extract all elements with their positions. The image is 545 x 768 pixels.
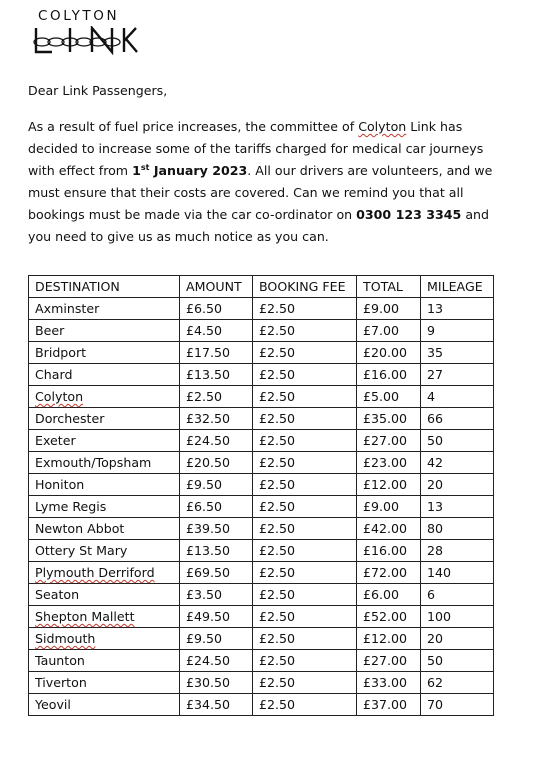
cell-destination: Yeovil [29,694,180,716]
cell-amount: £13.50 [180,540,253,562]
cell-mileage: 13 [421,298,494,320]
cell-booking-fee: £2.50 [253,452,357,474]
header-destination: DESTINATION [29,276,180,298]
table-row [29,518,494,540]
destination-text: Plymouth Derriford [35,565,155,580]
cell-mileage: 20 [421,628,494,650]
cell-total: £9.00 [357,496,421,518]
cell-total: £42.00 [357,518,421,540]
cell-amount: £6.50 [180,298,253,320]
logo-link-mark [30,26,138,58]
cell-amount: £13.50 [180,364,253,386]
cell-booking-fee: £2.50 [253,430,357,452]
cell-destination: Chard [29,364,180,386]
tariff-table [28,275,494,716]
table-row [29,584,494,606]
cell-destination: Ottery St Mary [29,540,180,562]
table-row [29,628,494,650]
cell-amount: £30.50 [180,672,253,694]
cell-total: £23.00 [357,452,421,474]
table-body [29,298,494,716]
cell-mileage: 9 [421,320,494,342]
body-text-2: Link has decided to increase some of the tariffs charged for medical car journeys with effect from [28,119,484,178]
cell-destination: Bridport [29,342,180,364]
cell-destination [29,606,180,628]
letter-greeting: Dear Link Passengers, [28,83,168,98]
cell-total: £20.00 [357,342,421,364]
table-row [29,452,494,474]
cell-amount: £17.50 [180,342,253,364]
table-row [29,562,494,584]
cell-destination: Exmouth/Topsham [29,452,180,474]
table-row [29,430,494,452]
cell-mileage: 42 [421,452,494,474]
cell-booking-fee: £2.50 [253,298,357,320]
cell-booking-fee: £2.50 [253,606,357,628]
cell-total: £16.00 [357,540,421,562]
cell-mileage: 27 [421,364,494,386]
cell-mileage: 4 [421,386,494,408]
cell-booking-fee: £2.50 [253,364,357,386]
cell-total: £35.00 [357,408,421,430]
cell-total: £16.00 [357,364,421,386]
body-text-3: . All our drivers are volunteers, and we must ensure that their costs are covered. Can we remind you that all bookings must be made via the car co-ordinator on [28,163,493,222]
coordinator-phone: 0300 123 3345 [356,207,462,222]
cell-amount: £6.50 [180,496,253,518]
cell-booking-fee: £2.50 [253,386,357,408]
cell-destination [29,386,180,408]
cell-amount: £24.50 [180,430,253,452]
header-mileage: MILEAGE [421,276,494,298]
cell-total: £37.00 [357,694,421,716]
cell-booking-fee: £2.50 [253,518,357,540]
cell-mileage: 50 [421,650,494,672]
cell-booking-fee: £2.50 [253,342,357,364]
table-row [29,408,494,430]
header-amount: AMOUNT [180,276,253,298]
table-row [29,386,494,408]
cell-destination: Newton Abbot [29,518,180,540]
cell-destination: Tiverton [29,672,180,694]
cell-total: £27.00 [357,650,421,672]
cell-amount: £9.50 [180,474,253,496]
cell-amount: £20.50 [180,452,253,474]
cell-amount: £39.50 [180,518,253,540]
cell-booking-fee: £2.50 [253,672,357,694]
cell-booking-fee: £2.50 [253,650,357,672]
table-row [29,606,494,628]
cell-amount: £34.50 [180,694,253,716]
cell-booking-fee: £2.50 [253,584,357,606]
cell-mileage: 70 [421,694,494,716]
cell-total: £33.00 [357,672,421,694]
cell-booking-fee: £2.50 [253,408,357,430]
cell-destination: Taunton [29,650,180,672]
cell-amount: £49.50 [180,606,253,628]
cell-booking-fee: £2.50 [253,628,357,650]
cell-mileage: 66 [421,408,494,430]
destination-text: Shepton Mallett [35,609,135,624]
cell-mileage: 80 [421,518,494,540]
cell-mileage: 6 [421,584,494,606]
table-header-row [29,276,494,298]
cell-mileage: 20 [421,474,494,496]
cell-amount: £4.50 [180,320,253,342]
cell-total: £9.00 [357,298,421,320]
table-row [29,342,494,364]
cell-destination [29,562,180,584]
cell-destination: Axminster [29,298,180,320]
cell-booking-fee: £2.50 [253,474,357,496]
table-row [29,298,494,320]
table-row [29,650,494,672]
cell-destination: Seaton [29,584,180,606]
cell-amount: £3.50 [180,584,253,606]
cell-mileage: 100 [421,606,494,628]
destination-text: Colyton [35,389,84,404]
letter-body [28,116,508,248]
cell-amount: £9.50 [180,628,253,650]
logo-top-text: COLYTON [38,8,120,24]
cell-total: £52.00 [357,606,421,628]
cell-mileage: 13 [421,496,494,518]
cell-total: £6.00 [357,584,421,606]
cell-amount: £69.50 [180,562,253,584]
table-row [29,496,494,518]
body-text-1: As a result of fuel price increases, the committee of [28,119,359,134]
body-org-name: Colyton [358,119,407,134]
cell-destination: Beer [29,320,180,342]
cell-destination [29,628,180,650]
cell-total: £12.00 [357,474,421,496]
cell-destination: Dorchester [29,408,180,430]
cell-booking-fee: £2.50 [253,562,357,584]
cell-total: £12.00 [357,628,421,650]
table-row [29,364,494,386]
cell-mileage: 62 [421,672,494,694]
cell-amount: £2.50 [180,386,253,408]
cell-mileage: 50 [421,430,494,452]
effective-date: 1st January 2023 [132,162,248,178]
table-row [29,540,494,562]
cell-booking-fee: £2.50 [253,540,357,562]
header-booking-fee: BOOKING FEE [253,276,357,298]
cell-amount: £32.50 [180,408,253,430]
table-row [29,694,494,716]
cell-mileage: 28 [421,540,494,562]
cell-booking-fee: £2.50 [253,320,357,342]
table-row [29,474,494,496]
cell-mileage: 140 [421,562,494,584]
cell-total: £72.00 [357,562,421,584]
cell-total: £7.00 [357,320,421,342]
cell-booking-fee: £2.50 [253,694,357,716]
cell-total: £5.00 [357,386,421,408]
cell-destination: Honiton [29,474,180,496]
cell-destination: Exeter [29,430,180,452]
table-row [29,672,494,694]
body-text-4: and you need to give us as much notice as you can. [28,207,490,244]
table-row [29,320,494,342]
colyton-link-logo [28,8,138,60]
cell-amount: £24.50 [180,650,253,672]
cell-mileage: 35 [421,342,494,364]
cell-total: £27.00 [357,430,421,452]
header-total: TOTAL [357,276,421,298]
cell-booking-fee: £2.50 [253,496,357,518]
cell-destination: Lyme Regis [29,496,180,518]
destination-text: Sidmouth [35,631,96,646]
